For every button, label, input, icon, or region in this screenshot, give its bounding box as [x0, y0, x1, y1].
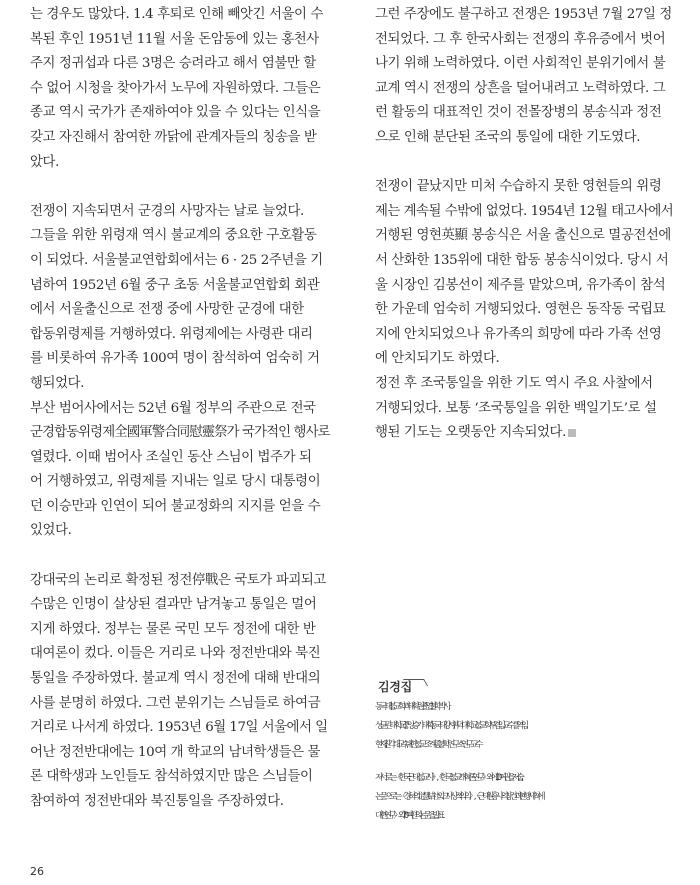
- end-of-article-mark: [568, 429, 576, 437]
- text-line: 지게 하였다. 정부는 물론 국민 모두 정전에 대한 반: [30, 621, 316, 637]
- text-line: 으로 인해 분단된 조국의 통일에 대한 기도였다.: [375, 129, 641, 145]
- text-line: 이 되었다. 서울불교연합회에서는 6 · 25 2주년을 기: [30, 252, 323, 268]
- text-line: 갖고 자진해서 참여한 까닭에 관계자들의 칭송을 받: [30, 129, 317, 145]
- paragraph-beomeosa: [30, 397, 330, 545]
- text-line: 제는 계속될 수밖에 없었다. 1954년 12월 태고사에서: [375, 203, 674, 219]
- paragraph-memorial-rites: [30, 200, 330, 397]
- text-line: 에서 서울출신으로 전쟁 중에 사망한 군경에 대한: [30, 302, 304, 318]
- text-line: 교계 역시 전쟁의 상흔을 덜어내려고 노력하였다. 그: [375, 80, 666, 96]
- text-line: 거행된 영현英顯 봉송식은 서울 출신으로 멸공전선에: [375, 228, 671, 244]
- author-name: 김경집: [378, 680, 412, 694]
- author-bio-line: 동국대 불교학과 대학원 졸업. 철학박사,: [375, 702, 448, 712]
- text-line: 주지 정귀섭과 다른 3명은 승려라고 해서 염불만 할: [30, 56, 316, 72]
- left-column: [30, 0, 330, 815]
- text-line: 어난 정전반대에는 10여 개 학교의 남녀학생들은 물: [30, 744, 321, 760]
- text-line: 사를 분명히 하였다. 그런 분위기는 스님들로 하여금: [30, 695, 321, 711]
- author-works-line: 저서로는 《한국 근대불교사》, 《한국불교 개혁론 연구》 외에 10여 권을 저술,: [375, 773, 521, 783]
- text-line: 행된 기도는 오랫동안 지속되었다.: [375, 425, 566, 441]
- text-line: 군경합동위령제全國軍警合同慰靈祭가 국가적인 행사로: [30, 425, 330, 441]
- text-line: 지에 안치되었으나 유가족의 희망에 따라 가족 선영: [375, 326, 662, 342]
- text-line: 를 비롯하여 유가족 100여 명이 참석하여 엄숙히 거: [30, 351, 320, 367]
- text-line: 런 활동의 대표적인 것이 전몰장병의 봉송식과 정전: [375, 105, 662, 121]
- text-line: 부산 범어사에서는 52년 6월 정부의 주관으로 전국: [30, 400, 316, 416]
- text-line: 던 이승만과 인연이 되어 불교정화의 지지를 얻을 수: [30, 498, 321, 514]
- text-line: 한 가운데 엄숙히 거행되었다. 영현은 동작동 국립묘: [375, 302, 666, 318]
- text-line: 그런 주장에도 불구하고 전쟁은 1953년 7월 27일 정: [375, 7, 672, 22]
- text-line: 어 거행하였고, 위령제를 지내는 일로 당시 대통령이: [30, 474, 321, 490]
- author-bio-line: 현재, 진각대 교수, 대한불교조계종 불학연구소 연구교수: [375, 740, 481, 750]
- text-line: 복된 후인 1951년 11월 서울 돈암동에 있는 홍천사: [30, 31, 319, 47]
- text-line: 거행되었다. 보통 ‘조국통일을 위한 백일기도’로 설: [375, 400, 657, 416]
- text-line: 대여론이 컸다. 이들은 거리로 나와 정전반대와 북진: [30, 646, 321, 662]
- text-line: 념하여 1952년 6월 중구 초동 서울불교연합회 회관: [30, 277, 320, 293]
- text-line: 울 시장인 김봉선이 제주를 맡았으며, 유가족이 참석: [375, 277, 666, 293]
- text-line: 수 없어 시청을 찾아가서 노무에 자원하였다. 그들은: [30, 80, 321, 96]
- text-line: 전쟁이 끝났지만 미처 수습하지 못한 영현들의 위령: [375, 179, 662, 195]
- text-line: 정전 후 조국통일을 위한 기도 역시 주요 사찰에서: [375, 375, 653, 391]
- page-number: 26: [30, 865, 44, 878]
- text-line: 열렸다. 이때 범어사 조실인 동산 스님이 법주가 되: [30, 449, 312, 465]
- paragraph-remains-ceremony: [375, 175, 675, 446]
- author-works-line: 논문으로는 〈경허의 定慧結社와 그 사상적 의의〉, 〈근대 원흥사의 창건과 현행세칙에: [375, 792, 543, 802]
- author-bio-line: 성균관대학교, 중앙승가대학, 동국대 강사, 위덕대학교 불교학부 겸임교수를 역임.: [375, 721, 526, 731]
- text-line: 수많은 인명이 살상된 결과만 남겨놓고 통일은 멀어: [30, 597, 317, 613]
- author-name-rule: [403, 679, 428, 686]
- text-line-last: [375, 421, 675, 446]
- text-line: 전되었다. 그 후 한국사회는 전쟁의 후유증에서 벗어: [375, 31, 666, 47]
- text-line: 나기 위해 노력하였다. 이런 사회적인 분위기에서 불: [375, 56, 666, 72]
- text-line: 있었다.: [30, 523, 72, 539]
- text-line: 그들을 위한 위령재 역시 불교계의 중요한 구호활동: [30, 228, 317, 244]
- text-line: 전쟁이 지속되면서 군경의 사망자는 날로 늘었다.: [30, 203, 304, 219]
- paragraph-armistice-opposition: [30, 569, 330, 815]
- paragraph-refugee-labor: [30, 3, 330, 175]
- text-line: 서 산화한 135위에 대한 합동 봉송식이었다. 당시 서: [375, 252, 669, 268]
- text-line: 통일을 주장하였다. 불교계 역시 정전에 대해 반대의: [30, 671, 321, 687]
- text-line: 합동위령제를 거행하였다. 위령제에는 사령관 대리: [30, 326, 313, 342]
- author-works-line: 대한 연구〉 외 70여 편의 논문을 발표.: [375, 811, 442, 821]
- text-line: 종교 역시 국가가 존재하여야 있을 수 있다는 인식을: [30, 105, 321, 121]
- right-column: [375, 0, 675, 446]
- paragraph-postwar-efforts: [375, 3, 675, 151]
- text-line: 론 대학생과 노인들도 참석하였지만 많은 스님들이: [30, 769, 313, 785]
- text-line: 거리로 나서게 하였다. 1953년 6월 17일 서울에서 일: [30, 720, 328, 736]
- text-line: 았다.: [30, 154, 59, 170]
- text-line: 참여하여 정전반대와 북진통일을 주장하였다.: [30, 794, 284, 809]
- text-line: 강대국의 논리로 확정된 정전停戰은 국토가 파괴되고: [30, 572, 326, 588]
- author-box: [375, 678, 685, 826]
- text-line: 는 경우도 많았다. 1.4 후퇴로 인해 빼앗긴 서울이 수: [30, 7, 323, 22]
- text-line: 에 안치되기도 하였다.: [375, 351, 500, 367]
- text-line: 행되었다.: [30, 375, 84, 391]
